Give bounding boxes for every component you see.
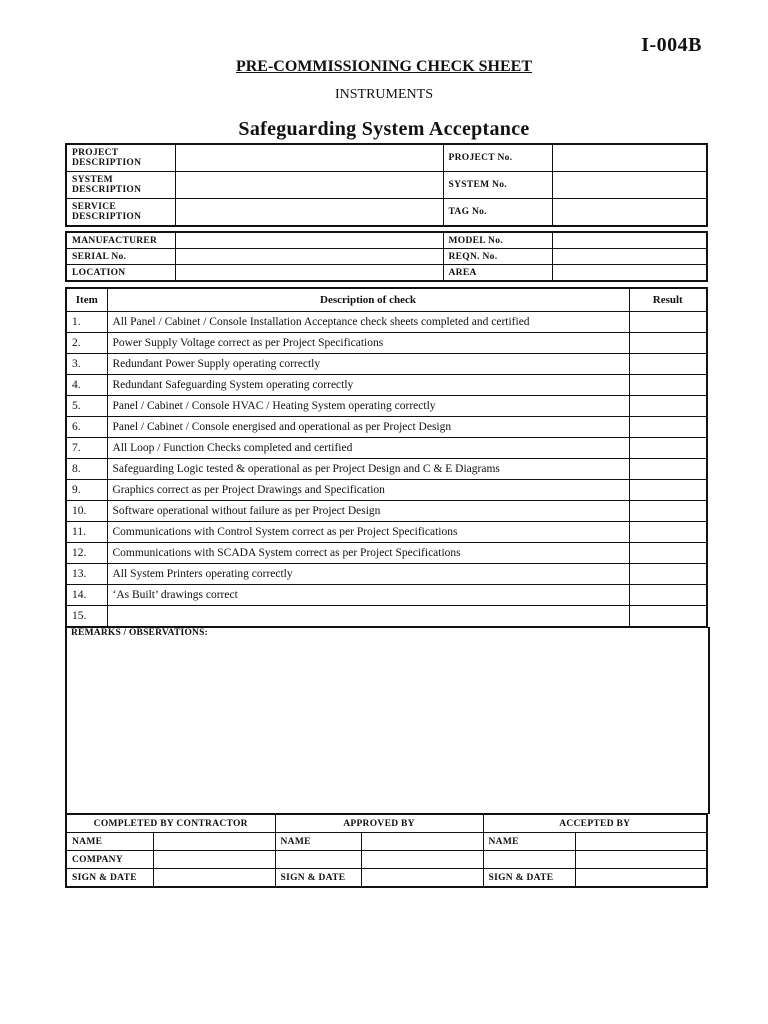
form-heading: Safeguarding System Acceptance — [238, 118, 530, 140]
signoff-table — [65, 813, 708, 888]
area-field[interactable] — [552, 265, 707, 282]
check-item-number: 2. — [66, 333, 107, 354]
reqn-no-field[interactable] — [552, 249, 707, 265]
contractor-sign-date-field[interactable] — [153, 869, 275, 888]
check-item-number: 6. — [66, 417, 107, 438]
check-row — [66, 543, 707, 564]
reqn-no-label: REQN. No. — [443, 249, 552, 265]
check-description: ‘As Built’ drawings correct — [107, 585, 629, 606]
check-item-number: 10. — [66, 501, 107, 522]
project-description-label: PROJECT DESCRIPTION — [66, 144, 175, 172]
document-number: I-004B — [641, 34, 702, 56]
accepted-by-header: ACCEPTED BY — [483, 814, 707, 833]
contractor-name-field[interactable] — [153, 833, 275, 851]
check-item-number: 1. — [66, 312, 107, 333]
description-column-header: Description of check — [107, 288, 629, 312]
area-label: AREA — [443, 265, 552, 282]
signoff-header-row — [66, 814, 707, 833]
check-item-number: 8. — [66, 459, 107, 480]
check-result-field[interactable] — [629, 396, 707, 417]
tag-no-field[interactable] — [552, 199, 707, 227]
system-description-field[interactable] — [175, 172, 443, 199]
check-description: Communications with Control System correct as per Project Specifications — [107, 522, 629, 543]
check-row — [66, 585, 707, 606]
location-field[interactable] — [175, 265, 443, 282]
checks-table — [65, 287, 708, 628]
page-title: PRE-COMMISSIONING CHECK SHEET — [235, 58, 533, 75]
approver-name-field[interactable] — [361, 833, 483, 851]
check-result-field[interactable] — [629, 312, 707, 333]
serial-no-field[interactable] — [175, 249, 443, 265]
project-no-field[interactable] — [552, 144, 707, 172]
signoff-company-row — [66, 851, 707, 869]
acceptor-sign-date-field[interactable] — [575, 869, 707, 888]
table-row — [66, 265, 707, 282]
check-item-number: 9. — [66, 480, 107, 501]
result-column-header: Result — [629, 288, 707, 312]
check-description: All Loop / Function Checks completed and certified — [107, 438, 629, 459]
check-description: Redundant Safeguarding System operating correctly — [107, 375, 629, 396]
completed-by-header: COMPLETED BY CONTRACTOR — [66, 814, 275, 833]
check-result-field[interactable] — [629, 354, 707, 375]
check-row — [66, 564, 707, 585]
check-description: Power Supply Voltage correct as per Project Specifications — [107, 333, 629, 354]
acceptor-name-field[interactable] — [575, 833, 707, 851]
check-result-field[interactable] — [629, 375, 707, 396]
check-description: Panel / Cabinet / Console HVAC / Heating System operating correctly — [107, 396, 629, 417]
acceptor-company-blank — [483, 851, 575, 869]
manufacturer-field[interactable] — [175, 232, 443, 249]
check-description: Redundant Power Supply operating correctly — [107, 354, 629, 375]
table-row — [66, 199, 707, 227]
check-result-field[interactable] — [629, 606, 707, 628]
check-item-number: 7. — [66, 438, 107, 459]
check-result-field[interactable] — [629, 438, 707, 459]
check-row — [66, 459, 707, 480]
check-description: Safeguarding Logic tested & operational as per Project Design and C & E Diagrams — [107, 459, 629, 480]
check-result-field[interactable] — [629, 585, 707, 606]
contractor-company-label: COMPANY — [66, 851, 153, 869]
check-description: Communications with SCADA System correct as per Project Specifications — [107, 543, 629, 564]
check-item-number: 13. — [66, 564, 107, 585]
approver-company-blank — [275, 851, 361, 869]
project-header-table — [65, 143, 708, 227]
contractor-sign-date-label: SIGN & DATE — [66, 869, 153, 888]
approver-company-field[interactable] — [361, 851, 483, 869]
check-row — [66, 396, 707, 417]
check-description — [107, 606, 629, 628]
system-description-label: SYSTEM DESCRIPTION — [66, 172, 175, 199]
equipment-details-table — [65, 231, 708, 282]
check-item-number: 5. — [66, 396, 107, 417]
acceptor-company-field[interactable] — [575, 851, 707, 869]
acceptor-name-label: NAME — [483, 833, 575, 851]
check-result-field[interactable] — [629, 480, 707, 501]
table-row — [66, 172, 707, 199]
check-row — [66, 606, 707, 628]
check-item-number: 11. — [66, 522, 107, 543]
signoff-name-row — [66, 833, 707, 851]
signoff-sign-row — [66, 869, 707, 888]
check-result-field[interactable] — [629, 333, 707, 354]
model-no-field[interactable] — [552, 232, 707, 249]
manufacturer-label: MANUFACTURER — [66, 232, 175, 249]
tag-no-label: TAG No. — [443, 199, 552, 227]
system-no-label: SYSTEM No. — [443, 172, 552, 199]
check-result-field[interactable] — [629, 501, 707, 522]
approver-sign-date-label: SIGN & DATE — [275, 869, 361, 888]
project-description-field[interactable] — [175, 144, 443, 172]
acceptor-sign-date-label: SIGN & DATE — [483, 869, 575, 888]
check-row — [66, 417, 707, 438]
check-row — [66, 312, 707, 333]
check-description: All System Printers operating correctly — [107, 564, 629, 585]
check-item-number: 12. — [66, 543, 107, 564]
model-no-label: MODEL No. — [443, 232, 552, 249]
approved-by-header: APPROVED BY — [275, 814, 483, 833]
system-no-field[interactable] — [552, 172, 707, 199]
check-row — [66, 480, 707, 501]
remarks-box[interactable] — [65, 627, 710, 814]
project-no-label: PROJECT No. — [443, 144, 552, 172]
serial-no-label: SERIAL No. — [66, 249, 175, 265]
check-description: All Panel / Cabinet / Console Installation Acceptance check sheets completed and certified — [107, 312, 629, 333]
approver-sign-date-field[interactable] — [361, 869, 483, 888]
check-row — [66, 354, 707, 375]
check-row — [66, 522, 707, 543]
table-header-row — [66, 288, 707, 312]
service-description-field[interactable] — [175, 199, 443, 227]
check-item-number: 4. — [66, 375, 107, 396]
check-row — [66, 501, 707, 522]
table-row — [66, 144, 707, 172]
check-result-field[interactable] — [629, 543, 707, 564]
table-row — [66, 249, 707, 265]
check-description: Panel / Cabinet / Console energised and operational as per Project Design — [107, 417, 629, 438]
page-subtitle: INSTRUMENTS — [334, 87, 433, 102]
check-description: Graphics correct as per Project Drawings and Specification — [107, 480, 629, 501]
check-item-number: 3. — [66, 354, 107, 375]
check-row — [66, 333, 707, 354]
check-row — [66, 375, 707, 396]
check-result-field[interactable] — [629, 564, 707, 585]
location-label: LOCATION — [66, 265, 175, 282]
remarks-label: REMARKS / OBSERVATIONS: — [71, 628, 208, 638]
contractor-company-field[interactable] — [153, 851, 275, 869]
check-row — [66, 438, 707, 459]
approver-name-label: NAME — [275, 833, 361, 851]
item-column-header: Item — [66, 288, 107, 312]
check-item-number: 14. — [66, 585, 107, 606]
contractor-name-label: NAME — [66, 833, 153, 851]
table-row — [66, 232, 707, 249]
service-description-label: SERVICE DESCRIPTION — [66, 199, 175, 227]
check-result-field[interactable] — [629, 417, 707, 438]
check-description: Software operational without failure as per Project Design — [107, 501, 629, 522]
check-item-number: 15. — [66, 606, 107, 628]
check-result-field[interactable] — [629, 522, 707, 543]
check-result-field[interactable] — [629, 459, 707, 480]
